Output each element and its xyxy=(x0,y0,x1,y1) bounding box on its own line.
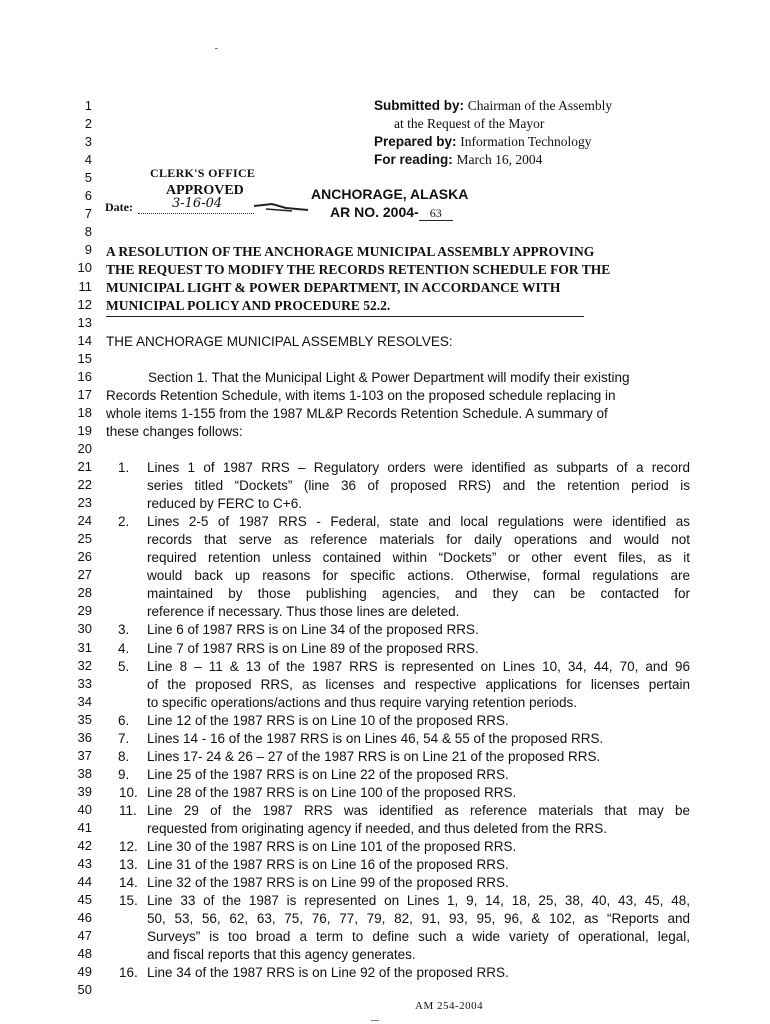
for-reading xyxy=(374,151,542,169)
stamp-date-label: Date: xyxy=(105,200,133,214)
submitted-value: Chairman of the Assembly xyxy=(467,98,613,113)
line-number: 9 xyxy=(84,242,92,258)
section-1-line: Section 1. That the Municipal Light & Power Department will modify their existing xyxy=(148,370,630,385)
list-item-number: 15. xyxy=(119,893,138,909)
list-item-line: reference if necessary. Thus those lines are deleted. xyxy=(147,604,460,620)
city-heading: ANCHORAGE, ALASKA xyxy=(311,186,469,202)
line-number: 47 xyxy=(77,928,92,944)
prepared-label: Prepared by: xyxy=(374,134,457,149)
list-item-number: 14. xyxy=(119,875,138,891)
list-item-line: Line 28 of the 1987 RRS is on Line 100 of the proposed RRS. xyxy=(147,784,517,800)
list-item-number: 6. xyxy=(118,712,130,728)
line-number: 43 xyxy=(77,856,92,872)
list-item-line: would back up reasons for specific actions. Otherwise, formal regulations are xyxy=(147,568,690,584)
list-item-line: and fiscal reports that this agency generates. xyxy=(147,947,416,963)
list-item-line: Line 32 of the 1987 RRS is on Line 99 of the proposed RRS. xyxy=(147,875,509,891)
section-1-line: these changes follows: xyxy=(106,424,243,440)
line-number: 36 xyxy=(77,729,92,745)
list-item-line: Line 6 of 1987 RRS is on Line 34 of the proposed RRS. xyxy=(147,622,479,638)
clerks-office-stamp: CLERK'S OFFICE xyxy=(150,166,256,180)
list-item-line: to specific operations/actions and thus require varying retention periods. xyxy=(147,694,577,710)
document-footer-number: AM 254-2004 xyxy=(415,1000,484,1012)
list-item-line: requested from originating agency if needed, and thus deleted from the RRS. xyxy=(147,821,608,836)
line-number: 35 xyxy=(77,711,92,727)
line-number: 39 xyxy=(77,783,92,799)
line-number: 1 xyxy=(84,98,92,113)
reading-label: For reading: xyxy=(374,152,453,167)
line-number: 14 xyxy=(77,332,92,348)
list-item-line: maintained by those publishing agencies, and they can be contacted for xyxy=(147,586,690,602)
line-number: 30 xyxy=(77,621,92,637)
list-item-line: Line 29 of the 1987 RRS was identified as reference materials that may be xyxy=(147,802,690,818)
signature-squiggle-icon xyxy=(252,200,310,214)
line-number: 42 xyxy=(77,838,92,854)
line-number: 32 xyxy=(77,657,92,673)
line-number: 15 xyxy=(77,350,92,366)
line-number: 45 xyxy=(77,892,92,908)
line-number: 41 xyxy=(77,820,92,835)
list-item-number: 16. xyxy=(119,965,138,981)
line-number: 46 xyxy=(77,910,92,926)
list-item-line: 50, 53, 56, 62, 63, 75, 76, 77, 79, 82, 91, 93, 95, 96, & 102, as “Reports and xyxy=(147,911,690,927)
line-number: 25 xyxy=(77,531,92,547)
line-number: 31 xyxy=(77,639,92,655)
list-item-number: 10. xyxy=(119,784,138,800)
list-item-line: Line 25 of the 1987 RRS is on Line 22 of the proposed RRS. xyxy=(147,766,509,782)
line-number: 11 xyxy=(78,278,92,294)
prepared-value: Information Technology xyxy=(460,134,592,149)
line-number: 5 xyxy=(84,170,92,186)
list-item-line: Line 33 of the 1987 is represented on Lines 1, 9, 14, 18, 25, 38, 40, 43, 45, 48, xyxy=(147,893,690,909)
section-1-line: whole items 1-155 from the 1987 ML&P Records Retention Schedule. A summary of xyxy=(106,406,608,422)
list-item-line: Line 8 – 11 & 13 of the 1987 RRS is represented on Lines 10, 34, 44, 70, and 96 xyxy=(147,658,690,674)
list-item-line: Line 7 of 1987 RRS is on Line 89 of the proposed RRS. xyxy=(147,640,479,656)
line-number: 16 xyxy=(77,368,92,384)
line-number: 21 xyxy=(77,459,92,474)
list-item-line: Lines 2-5 of 1987 RRS - Federal, state and local regulations were identified as xyxy=(147,514,690,530)
submitted-value-2: at the Request of the Mayor xyxy=(394,116,545,131)
line-number: 34 xyxy=(77,693,92,709)
stamp-date-value: 3-16-04 xyxy=(172,196,223,211)
list-item-line: Line 31 of the 1987 RRS is on Line 16 of the proposed RRS. xyxy=(147,857,509,873)
line-number: 38 xyxy=(77,765,92,781)
list-item-number: 9. xyxy=(118,766,130,782)
list-item-number: 3. xyxy=(118,622,130,638)
list-item-number: 7. xyxy=(118,730,130,746)
resolution-title-line: THE REQUEST TO MODIFY THE RECORDS RETENTION SCHEDULE FOR THE xyxy=(106,262,611,278)
section-1-line: Records Retention Schedule, with items 1-103 on the proposed schedule replacing in xyxy=(106,388,616,404)
stamp-date-line xyxy=(138,213,254,214)
list-item-line: required retention unless contained within “Dockets” or other event files, as it xyxy=(147,550,690,566)
line-number: 49 xyxy=(77,964,92,980)
submitted-label: Submitted by: xyxy=(374,98,464,113)
list-item-line: Lines 14 - 16 of the 1987 RRS is on Lines 46, 54 & 55 of the proposed RRS. xyxy=(147,730,604,746)
line-number: 6 xyxy=(84,188,92,204)
line-number: 10 xyxy=(77,260,92,276)
approved-stamp: APPROVED xyxy=(166,183,244,198)
ar-number-value: 63 xyxy=(419,206,453,221)
resolution-title-line: MUNICIPAL POLICY AND PROCEDURE 52.2. xyxy=(106,298,391,314)
list-item-line: Surveys” is too broad a term to define such a wide variety of operational, legal, xyxy=(147,929,690,945)
list-item-line: reduced by FERC to C+6. xyxy=(147,496,302,512)
resolves-line: THE ANCHORAGE MUNICIPAL ASSEMBLY RESOLVES: xyxy=(106,334,453,349)
list-item-number: 12. xyxy=(119,839,138,855)
line-number: 7 xyxy=(84,206,92,222)
line-number: 8 xyxy=(84,224,92,240)
title-divider xyxy=(106,316,584,317)
list-item-number: 13. xyxy=(119,857,138,873)
line-number: 19 xyxy=(77,422,92,438)
line-number: 2 xyxy=(84,116,92,132)
list-item-line: Lines 1 of 1987 RRS – Regulatory orders were identified as subparts of a record xyxy=(147,460,690,475)
prepared-by xyxy=(374,133,591,151)
scan-speck xyxy=(371,1020,379,1021)
line-number: 33 xyxy=(77,675,92,691)
line-number: 44 xyxy=(77,874,92,890)
list-item-number: 8. xyxy=(118,748,130,764)
ar-number xyxy=(330,203,453,221)
line-number: 13 xyxy=(77,314,92,330)
line-number: 18 xyxy=(77,404,92,420)
line-number: 28 xyxy=(77,585,92,601)
ar-number-label: AR NO. 2004- xyxy=(330,204,419,220)
list-item-line: Line 34 of the 1987 RRS is on Line 92 of the proposed RRS. xyxy=(147,965,509,981)
list-item-number: 4. xyxy=(118,640,130,656)
line-number: 27 xyxy=(77,567,92,583)
line-number: 22 xyxy=(77,477,92,493)
list-item-number: 11. xyxy=(119,802,137,818)
list-item-line: of the proposed RRS, as licenses and respective applications for licenses pertain xyxy=(147,676,690,692)
line-number: 29 xyxy=(77,603,92,619)
list-item-line: Lines 17- 24 & 26 – 27 of the 1987 RRS is on Line 21 of the proposed RRS. xyxy=(147,748,601,764)
line-number: 50 xyxy=(77,982,92,998)
list-item-line: records that serve as reference materials for daily operations and would not xyxy=(147,532,690,548)
line-number: 37 xyxy=(77,747,92,763)
list-item-line: series titled “Dockets” (line 36 of proposed RRS) and the retention period is xyxy=(147,478,690,494)
line-number: 17 xyxy=(77,386,92,402)
scan-speck xyxy=(215,48,218,49)
list-item-number: 2. xyxy=(118,514,130,530)
submitted-by xyxy=(374,97,612,115)
line-number: 3 xyxy=(84,134,92,150)
line-number: 26 xyxy=(77,549,92,565)
resolution-title-line: A RESOLUTION OF THE ANCHORAGE MUNICIPAL ASSEMBLY APPROVING xyxy=(106,244,595,259)
line-number: 23 xyxy=(77,495,92,511)
line-number: 4 xyxy=(84,152,92,168)
line-number: 20 xyxy=(77,440,92,456)
list-item-line: Line 12 of the 1987 RRS is on Line 10 of the proposed RRS. xyxy=(147,712,509,728)
list-item-number: 1. xyxy=(118,460,130,475)
line-number: 48 xyxy=(77,946,92,962)
list-item-line: Line 30 of the 1987 RRS is on Line 101 of the proposed RRS. xyxy=(147,839,517,855)
line-number: 12 xyxy=(77,296,92,312)
resolution-title-line: MUNICIPAL LIGHT & POWER DEPARTMENT, IN ACCORDANCE WITH xyxy=(106,280,561,296)
list-item-number: 5. xyxy=(118,658,130,674)
line-number: 24 xyxy=(77,513,92,529)
line-number: 40 xyxy=(77,801,92,817)
reading-value: March 16, 2004 xyxy=(456,152,543,167)
